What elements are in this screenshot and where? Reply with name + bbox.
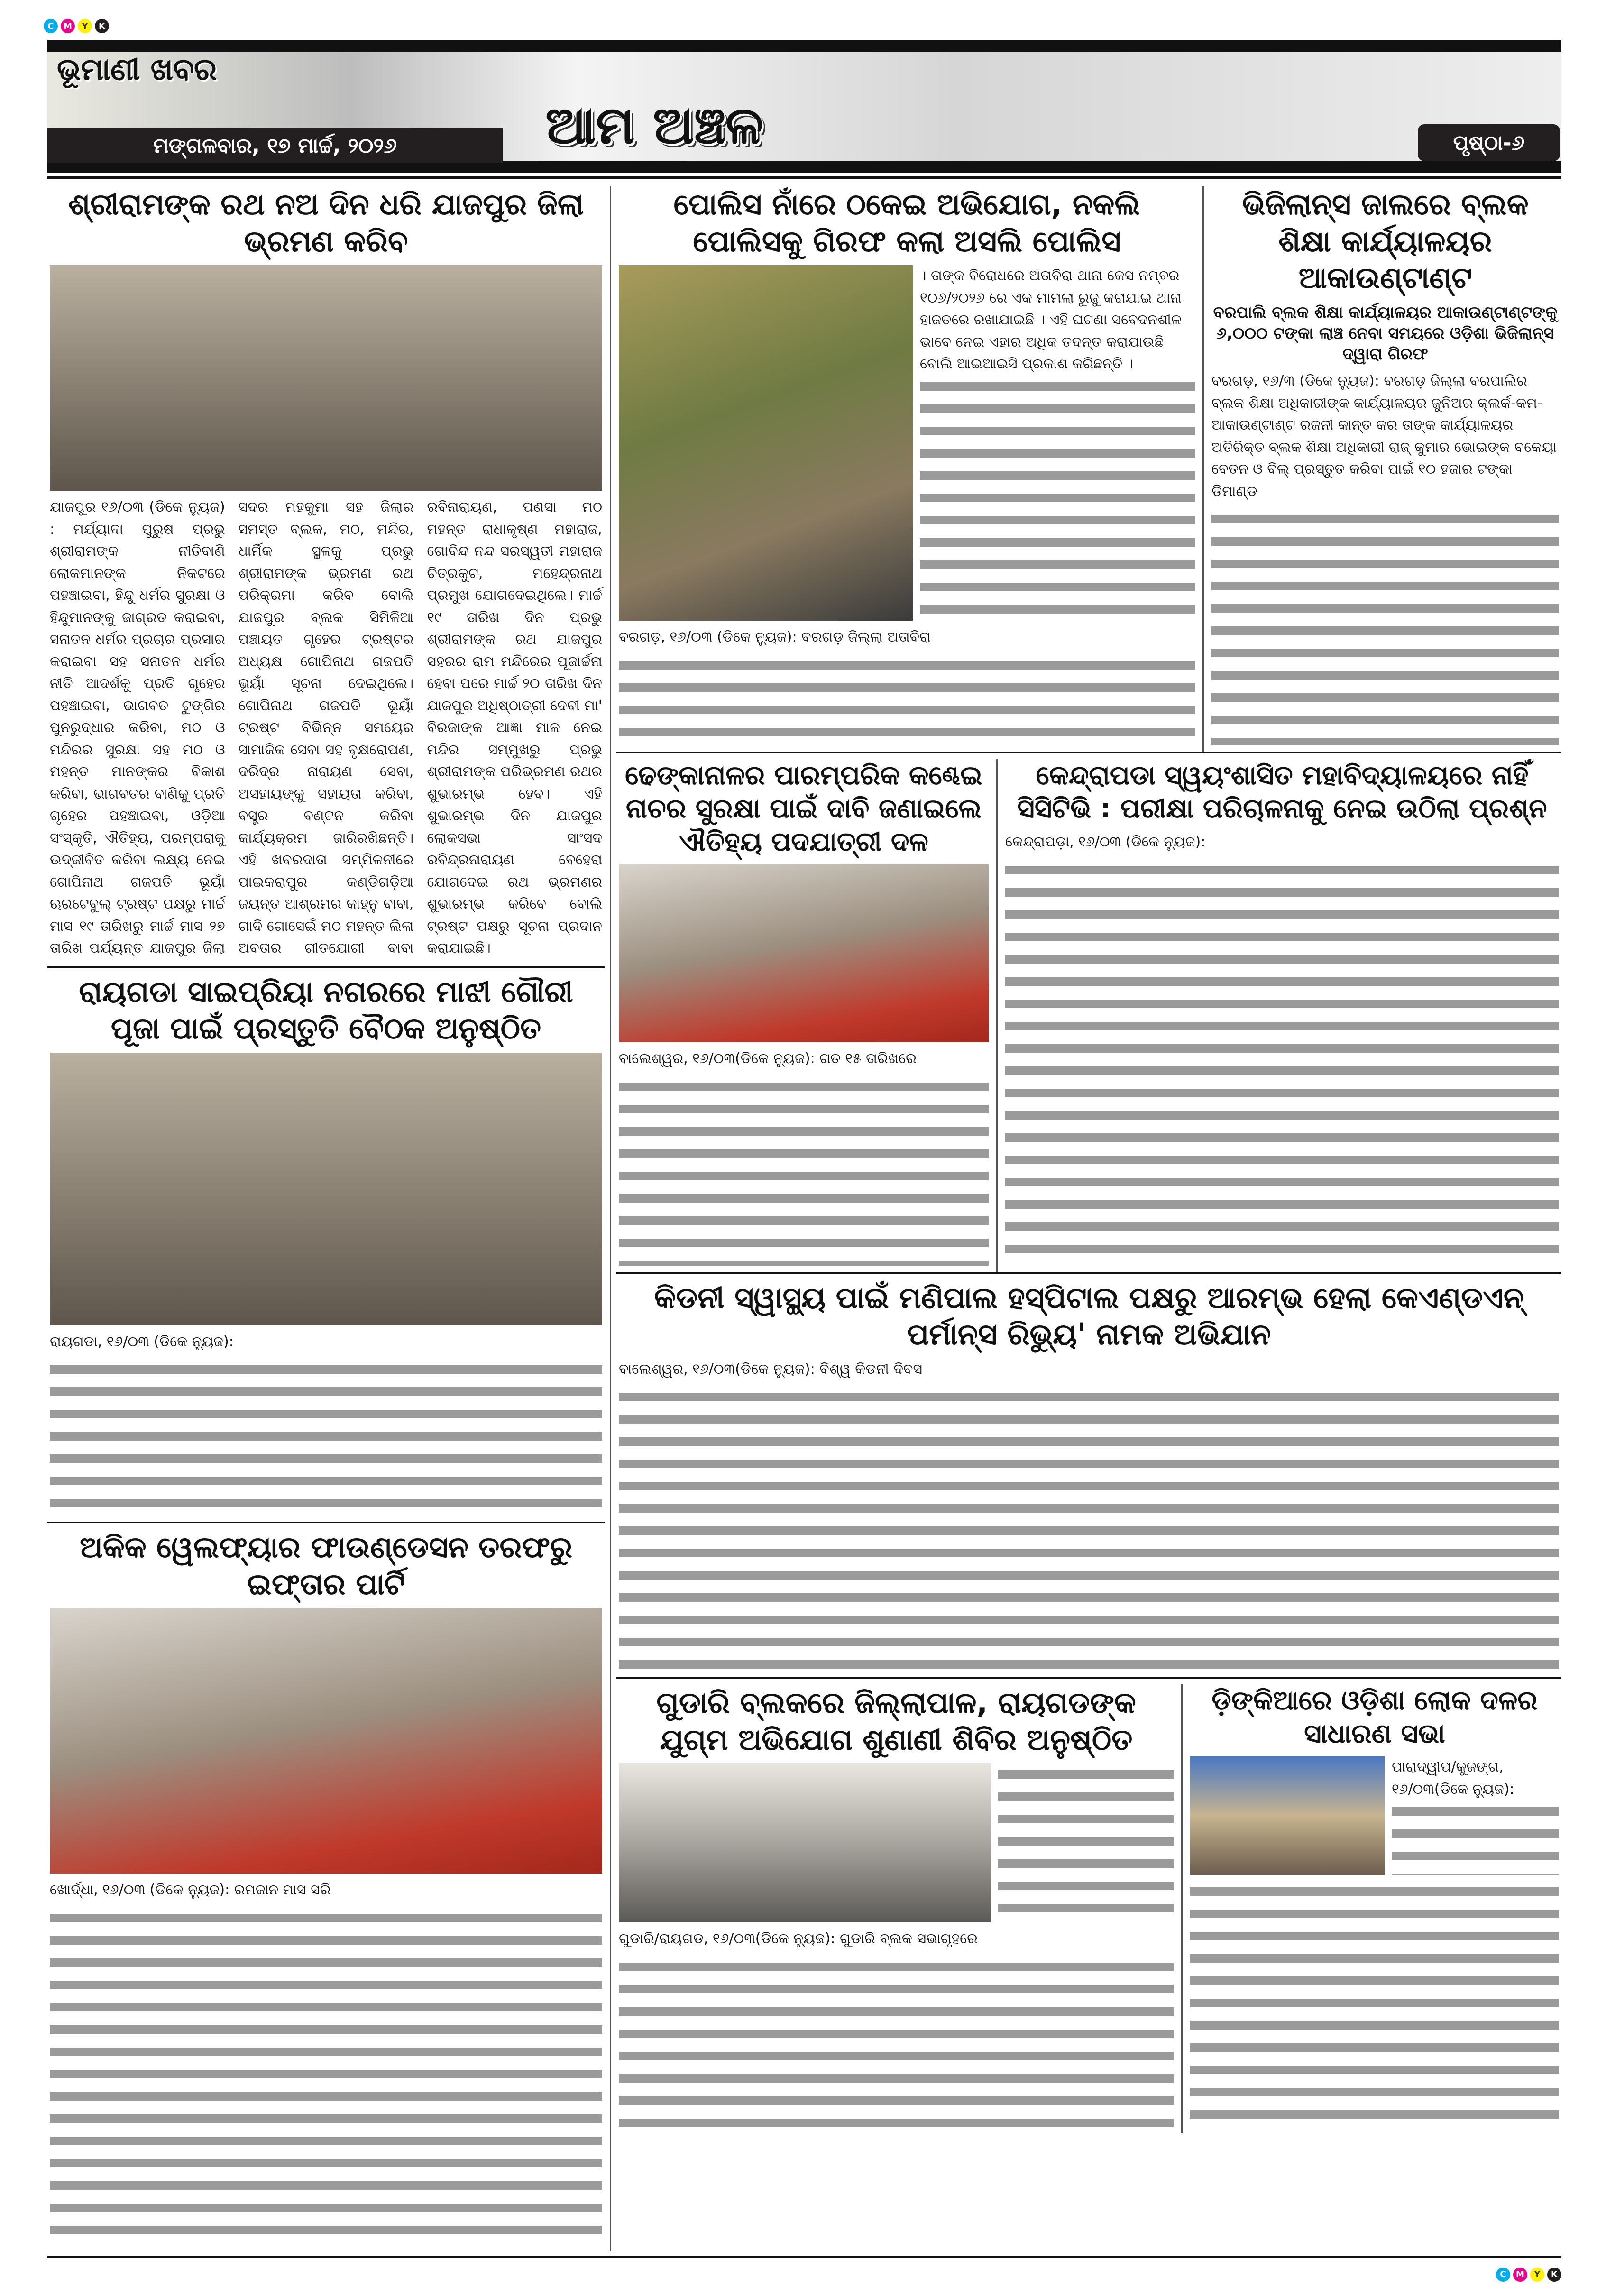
yellow-mark: Y bbox=[1530, 2268, 1544, 2282]
column-divider bbox=[1181, 1684, 1183, 2133]
article-police bbox=[616, 186, 1197, 752]
cmyk-marks-bottom bbox=[1496, 2268, 1561, 2282]
row-middle bbox=[616, 759, 1561, 1274]
right-region bbox=[616, 186, 1561, 2133]
article-dinkia bbox=[1188, 1684, 1561, 2133]
body-text-lines bbox=[50, 1907, 602, 2239]
column-divider bbox=[996, 759, 998, 1272]
body-text-lines bbox=[619, 1956, 1174, 2127]
section-title: ଆମ ଅଞ୍ଚଳ bbox=[545, 95, 763, 156]
dateline-akik: ଖୋର୍ଦ୍ଧା, ୧୬/୦୩ (ଡିକେ ନ୍ୟୁଜ): ରମଜାନ ମାସ ସରି bbox=[50, 1882, 331, 1898]
black-mark: K bbox=[1547, 2268, 1561, 2282]
dateline-gudari: ଗୁଡାରି/ରାୟଗଡ, ୧୬/୦୩(ଡିକେ ନ୍ୟୁଜ): ଗୁଡାରି ବ୍ଲକ ସଭାଗୃହରେ bbox=[619, 1930, 978, 1947]
left-column bbox=[47, 186, 605, 2251]
gudari-photo-row bbox=[619, 1763, 1174, 1922]
dateline-dhenkanal: ବାଲେଶ୍ୱର, ୧୬/୦୩(ଡିକେ ନ୍ୟୁଜ): ଗତ ୧୫ ତାରିଖରେ bbox=[619, 1050, 917, 1067]
magenta-mark: M bbox=[1513, 2268, 1527, 2282]
body-dinkia-top bbox=[1392, 1756, 1559, 1875]
headline-kidney: କିଡନୀ ସ୍ୱାସ୍ଥ୍ୟ ପାଇଁ ମଣିପାଲ ହସ୍ପିଟାଲ ପକ୍ଷରୁ ଆରମ୍ଭ ହେଲା କେଏଣ୍ଡଏନ୍ ପର୍ମାନ୍ସ ରିଭ୍ୟୁ' ନାମକ ଅଭିଯାନ bbox=[654, 1280, 1524, 1352]
body-text-lines bbox=[1190, 1881, 1559, 2127]
body-text-lines bbox=[920, 376, 1195, 621]
police-photo-row bbox=[619, 265, 1195, 621]
article-kidney bbox=[616, 1279, 1561, 1679]
headline-kendrapada: କେନ୍ଦ୍ରାପଡା ସ୍ୱୟଂଶାସିତ ମହାବିଦ୍ୟାଳୟରେ ନାହିଁ ସିସିଟିଭି : ପରୀକ୍ଷା ପରିଚାଳନାକୁ ନେଇ ଉଠିଲା ପ୍ରଶ୍ନ bbox=[1017, 760, 1547, 825]
article-kendrapada bbox=[1003, 759, 1561, 1272]
photo-preparatory-meeting bbox=[50, 1053, 602, 1325]
photo-grievance-camp bbox=[619, 1763, 991, 1922]
headline-rayagada: ରାୟଗଡା ସାଇପ୍ରିୟା ନଗରରେ ମାଝୀ ଗୌରୀ ପୂଜା ପାଇଁ ପ୍ରସ୍ତୁତି ବୈଠକ ଅନୁଷ୍ଠିତ bbox=[79, 974, 573, 1046]
magenta-mark: M bbox=[61, 19, 75, 33]
page-footer bbox=[0, 2258, 1561, 2296]
body-sriram: ଯାଜପୁର ୧୬/୦୩ (ଡିକେ ନ୍ୟୁଜ) : ମର୍ଯ୍ୟାଦା ପୁରୁଷ ପ୍ରଭୁ ଶ୍ରୀରାମଙ୍କ ନୀତିବାଣି ଲୋକମାନଙ୍କ ନିକଟରେ ପହଞ୍ଚାଇବା, ହିନ୍ଦୁ ଧର୍ମର ସୁରକ୍ଷା ଓ ହିନ୍ଦୁମାନଙ୍କୁ ଜାଗ୍ରତ କରାଇବା, ସନାତନ ଧର୍ମର ପ୍ରଚାର ପ୍ରସାର କରାଇବା ସହ ସନାତନ ଧର୍ମର ନୀତି ଆଦର୍ଶକୁ ପ୍ରତି ଗୃହେର ପହଞ୍ଚାଇବା, ଭାଗବତ ଟୁଙ୍ଗିର ପୁନରୁଦ୍ଧାର କରିବା, ମଠ ଓ ମନ୍ଦିରର ସୁରକ୍ଷା ସହ ମଠ ଓ ମହନ୍ତ ମାନଙ୍କର ବିକାଶ କରିବା, ଭାଗବତର ବାଣିକୁ ପ୍ରତି ଗୃହେର ପହଞ୍ଚାଇବା, ଓଡ଼ିଆ ସଂସ୍କୃତି, ଐତିହ୍ୟ, ପରମ୍ପରାକୁ ଉଦ୍ଜୀବିତ କରିବା ଲକ୍ଷ୍ୟ ନେଇ ଗୋପିନାଥ ଗଜପତି ଭୂୟାଁ ଋରଟେବୁଲ୍ ଟ୍ରଷ୍ଟ ପକ୍ଷରୁ ମାର୍ଚ୍ଚ ମାସ ୧୯ ତାରିଖରୁ ମାର୍ଚ୍ଚ ମାସ ୨୭ ତାରିଖ ପର୍ଯ୍ୟନ୍ତ ଯାଜପୁର ଜିଲା ସଦର ମହକୁମା ସହ ଜିଲାର ସମସ୍ତ ବ୍ଲକ, ମଠ, ମନ୍ଦିର, ଧାର୍ମିକ ସ୍ଥଳକୁ ପ୍ରଭୁ ଶ୍ରୀରାମଙ୍କ ଭ୍ରମଣ ରଥ ପରିକ୍ରମା କରିବ ବୋଲି ଯାଜପୁର ବ୍ଲକ ସିମିଳିଆ ପଞ୍ଚାୟତ ଗୃହେର ଟ୍ରଷ୍ଟର ଅଧ୍ୟକ୍ଷ ଗୋପିନାଥ ଗଜପତି ଭୂୟାଁ ସୂଚନା ଦେଇଥିଲେ। ଗୋପିନାଥ ଗଜପତି ଭୂୟାଁ ଟ୍ରଷ୍ଟ ବିଭିନ୍ନ ସମୟେର ସାମାଜିକ ସେବା ସହ ବୃକ୍ଷରୋପଣ, ଦରିଦ୍ର ନାରାୟଣ ସେବା, ଅସହାୟଙ୍କୁ ସହାୟତା କରିବା, ବସ୍ତ୍ର ବଣ୍ଟନ କରିବା କାର୍ଯ୍ୟକ୍ରମ ଜାରିରଖିଛନ୍ତି। ଏହି ଖବରଦାତା ସମ୍ମିଳନୀରେ ପାଇକରାପୁର କଣ୍ଡିଗଡ଼ିଆ ଜୟନ୍ତ ଆଶ୍ରମର କାହ୍ନୁ ବାବା, ଗାଦି ଗୋସେଇଁ ମଠ ମହନ୍ତ ଲିଳା ଅବତାର ଗୀତଯୋଗୀ ବାବା ରବିନାରାୟଣ, ପଣସା ମଠ ମହନ୍ତ ରାଧାକୃଷ୍ଣ ମହାରାଜ, ଗୋବିନ୍ଦ ନନ୍ଦ ସରସ୍ୱତୀ ମହାରାଜ ଚିତ୍ରକୁଟ, ମହେନ୍ଦ୍ରନାଥ ପ୍ରମୁଖ ଯୋଗଦେଇଥିଲେ। ମାର୍ଚ୍ଚ ୧୯ ତାରିଖ ଦିନ ପ୍ରଭୁ ଶ୍ରୀରାମଙ୍କ ରଥ ଯାଜପୁର ସହରର ରାମ ମନ୍ଦିରେର ପୂଜାର୍ଚ୍ଚନା ହେବା ପରେ ମାର୍ଚ୍ଚ ୨୦ ତାରିଖ ଦିନ ଯାଜପୁର ଅଧିଷ୍ଠାତ୍ରୀ ଦେବୀ ମା' ବିରଜାଙ୍କ ଆଜ୍ଞା ମାଳ ନେଇ ମନ୍ଦିର ସମ୍ମୁଖରୁ ପ୍ରଭୁ ଶ୍ରୀରାମଙ୍କ ପରିଭ୍ରମଣ ରଥର ଶୁଭାରମ୍ଭ ହେବ। ଏହି ଶୁଭାରମ୍ଭ ଦିନ ଯାଜପୁର ଲୋକସଭା ସାଂସଦ ରବିନ୍ଦ୍ରନାରାୟଣ ବେହେରା ଯୋଗଦେଇ ରଥ ଭ୍ରମଣର ଶୁଭାରମ୍ଭ କରିବେ ବୋଲି ଟ୍ରଷ୍ଟ ପକ୍ଷରୁ ସୂଚନା ପ୍ରଦାନ କରାଯାଇଛି। bbox=[50, 499, 602, 956]
body-text-lines bbox=[998, 1763, 1174, 1922]
headline-sriram: ଶ୍ରୀରାମଙ୍କ ରଥ ନଅ ଦିନ ଧରି ଯାଜପୁର ଜିଲା ଭ୍ରମଣ କରିବ bbox=[68, 187, 584, 258]
column-divider bbox=[610, 186, 611, 2251]
page-content bbox=[47, 0, 1561, 2251]
headline-akik: ଅକିକ ୱେଲଫ୍ୟାର ଫାଉଣ୍ଡେସନ ତରଫରୁ ଇଫ୍ତାର ପାର୍ଟି bbox=[80, 1530, 572, 1601]
row-bottom bbox=[616, 1684, 1561, 2133]
row-top bbox=[616, 186, 1561, 753]
page-number: ପୃଷ୍ଠା-୬ bbox=[1418, 124, 1560, 161]
photo-public-meeting bbox=[1190, 1756, 1385, 1875]
column-divider bbox=[1202, 186, 1204, 752]
black-mark: K bbox=[95, 19, 109, 33]
dinkia-photo-row bbox=[1190, 1756, 1559, 1875]
headline-vigilance: ଭିଜିଲାନ୍ସ ଜାଲରେ ବ୍ଲକ ଶିକ୍ଷା କାର୍ଯ୍ୟାଳୟର ଆକାଉଣ୍ଟାଣ୍ଟ bbox=[1242, 187, 1529, 295]
yellow-mark: Y bbox=[78, 19, 92, 33]
body-text-lines bbox=[1211, 508, 1559, 745]
article-rayagada bbox=[47, 974, 605, 1524]
article-dhenkanal bbox=[616, 759, 991, 1272]
newspaper-brand: ଭୂମାଣୀ ଖବର bbox=[57, 52, 217, 87]
body-police-right bbox=[920, 265, 1195, 621]
photo-heritage-walk-group bbox=[619, 864, 989, 1042]
body-text-lines bbox=[50, 1359, 602, 1515]
article-akik bbox=[47, 1529, 605, 2246]
body-text-lines bbox=[619, 1076, 989, 1266]
body-text-lines bbox=[619, 1386, 1559, 1671]
article-vigilance bbox=[1209, 186, 1561, 752]
dateline-rayagada: ରାୟଗଡା, ୧୬/୦୩ (ଡିକେ ନ୍ୟୁଜ): bbox=[50, 1333, 234, 1350]
headline-police: ପୋଲିସ ନାଁରେ ଠକେଇ ଅଭିଯୋଗ, ନକଲି ପୋଲିସକୁ ଗିରଫ କଲା ଅସଲି ପୋଲିସ bbox=[673, 187, 1140, 258]
dateline-dinkia: ପାରାଦ୍ୱୀପ/କୁଜଙ୍ଗ, ୧୬/୦୩(ଡିକେ ନ୍ୟୁଜ): bbox=[1392, 1759, 1514, 1798]
body-text-lines bbox=[1392, 1800, 1559, 1875]
body-text-lines bbox=[1005, 859, 1559, 1266]
dateline-police: ବରଗଡ଼, ୧୬/୦୩ (ଡିକେ ନ୍ୟୁଜ): ବରଗଡ଼ ଜିଲ୍ଲା ଅତାବିରା bbox=[619, 629, 931, 645]
article-sriram bbox=[47, 186, 605, 968]
dateline-vigilance: ବରଗଡ଼, ୧୬/୩ (ଡିକେ ନ୍ୟୁଜ): ବରଗଡ଼ ଜିଲ୍ଲା ବରପାଲିର ବ୍ଲକ ଶିକ୍ଷା ଅଧିକାରୀଙ୍କ କାର୍ଯ୍ୟାଳୟର ଜୁନିଅର କ୍ଲର୍କ-କମ-ଆକାଉଣ୍ଟାଣ୍ଟ ରଜନୀ କାନ୍ତ କର ତାଙ୍କ କାର୍ଯ୍ୟାଳୟର ଅତିରିକ୍ତ ବ୍ଲକ ଶିକ୍ଷା ଅଧିକାରୀ ରାଜ୍ କୁମାର ଭୋଇଙ୍କ ବକେୟା ବେତନ ଓ ବିଲ୍ ପ୍ରସ୍ତୁତ କରିବା ପାଇଁ ୧୦ ହଜାର ଟଙ୍କା ଡିମାଣ୍ଡ bbox=[1211, 373, 1557, 500]
photo-sriram-press-meet bbox=[50, 265, 602, 491]
body-police-lead: । ତାଙ୍କ ବିରୋଧରେ ଅତାବିରା ଥାନା କେସ ନମ୍ବର ୧୦୬/୨୦୨୬ ରେ ଏକ ମାମଲା ରୁଜୁ କରାଯାଇ ଥାନା ହାଜତରେ ରଖାଯାଇଛି । ଏହି ଘଟଣା ସବେଦନଶୀଳ ଭାବେ ନେଇ ଏହାର ଅଧିକ ତଦନ୍ତ କରାଯାଉଛି ବୋଲି ଆଇଆଇସି ପ୍ରକାଶ କରିଛନ୍ତି । bbox=[920, 267, 1182, 372]
dateline-kidney: ବାଲେଶ୍ୱର, ୧୬/୦୩(ଡିକେ ନ୍ୟୁଜ): ବିଶ୍ୱ କିଡନୀ ଦିବସ bbox=[619, 1360, 923, 1378]
photo-iftar-party bbox=[50, 1608, 602, 1874]
cyan-mark: C bbox=[1496, 2268, 1510, 2282]
cyan-mark: C bbox=[44, 19, 58, 33]
headline-dhenkanal: ଢେଙ୍କାନାଳର ପାରମ୍ପରିକ କଣ୍ଢେଇ ନାଚର ସୁରକ୍ଷା ପାଇଁ ଦାବି ଜଣାଇଲେ ଐତିହ୍ୟ ପଦଯାତ୍ରୀ ଦଳ bbox=[625, 760, 982, 858]
subhead-vigilance: ବରପାଲି ବ୍ଲକ ଶିକ୍ଷା କାର୍ଯ୍ୟାଳୟର ଆକାଉଣ୍ଟାଣ୍ଟଙ୍କୁ ୬,୦୦୦ ଟଙ୍କା ଲାଞ୍ଚ ନେବା ସମୟରେ ଓଡ଼ିଶା ଭିଜିଲାନ୍ସ ଦ୍ୱାରା ଗିରଫ bbox=[1213, 303, 1558, 364]
headline-dinkia: ଡ଼ିଙ୍କିଆରେ ଓଡ଼ିଶା ଲୋକ ଦଳର ସାଧାରଣ ସଭା bbox=[1211, 1685, 1538, 1750]
issue-date: ମଙ୍ଗଳବାର, ୧୭ ମାର୍ଚ୍ଚ, ୨୦୨୬ bbox=[47, 128, 503, 163]
article-gudari bbox=[616, 1684, 1176, 2133]
body-text-lines bbox=[619, 654, 1195, 744]
photo-arrested-man-with-motorcycle bbox=[619, 265, 913, 621]
dateline-kendrapada: କେନ୍ଦ୍ରାପଡ଼ା, ୧୬/୦୩ (ଡିକେ ନ୍ୟୁଜ): bbox=[1005, 834, 1206, 851]
headline-gudari: ଗୁଡାରି ବ୍ଲକରେ ଜିଲ୍ଲାପାଳ, ରାୟଗଡଙ୍କ ଯୁଗ୍ମ ଅଭିଯୋଗ ଶୁଣାଣୀ ଶିବିର ଅନୁଷ୍ଠିତ bbox=[656, 1685, 1136, 1757]
